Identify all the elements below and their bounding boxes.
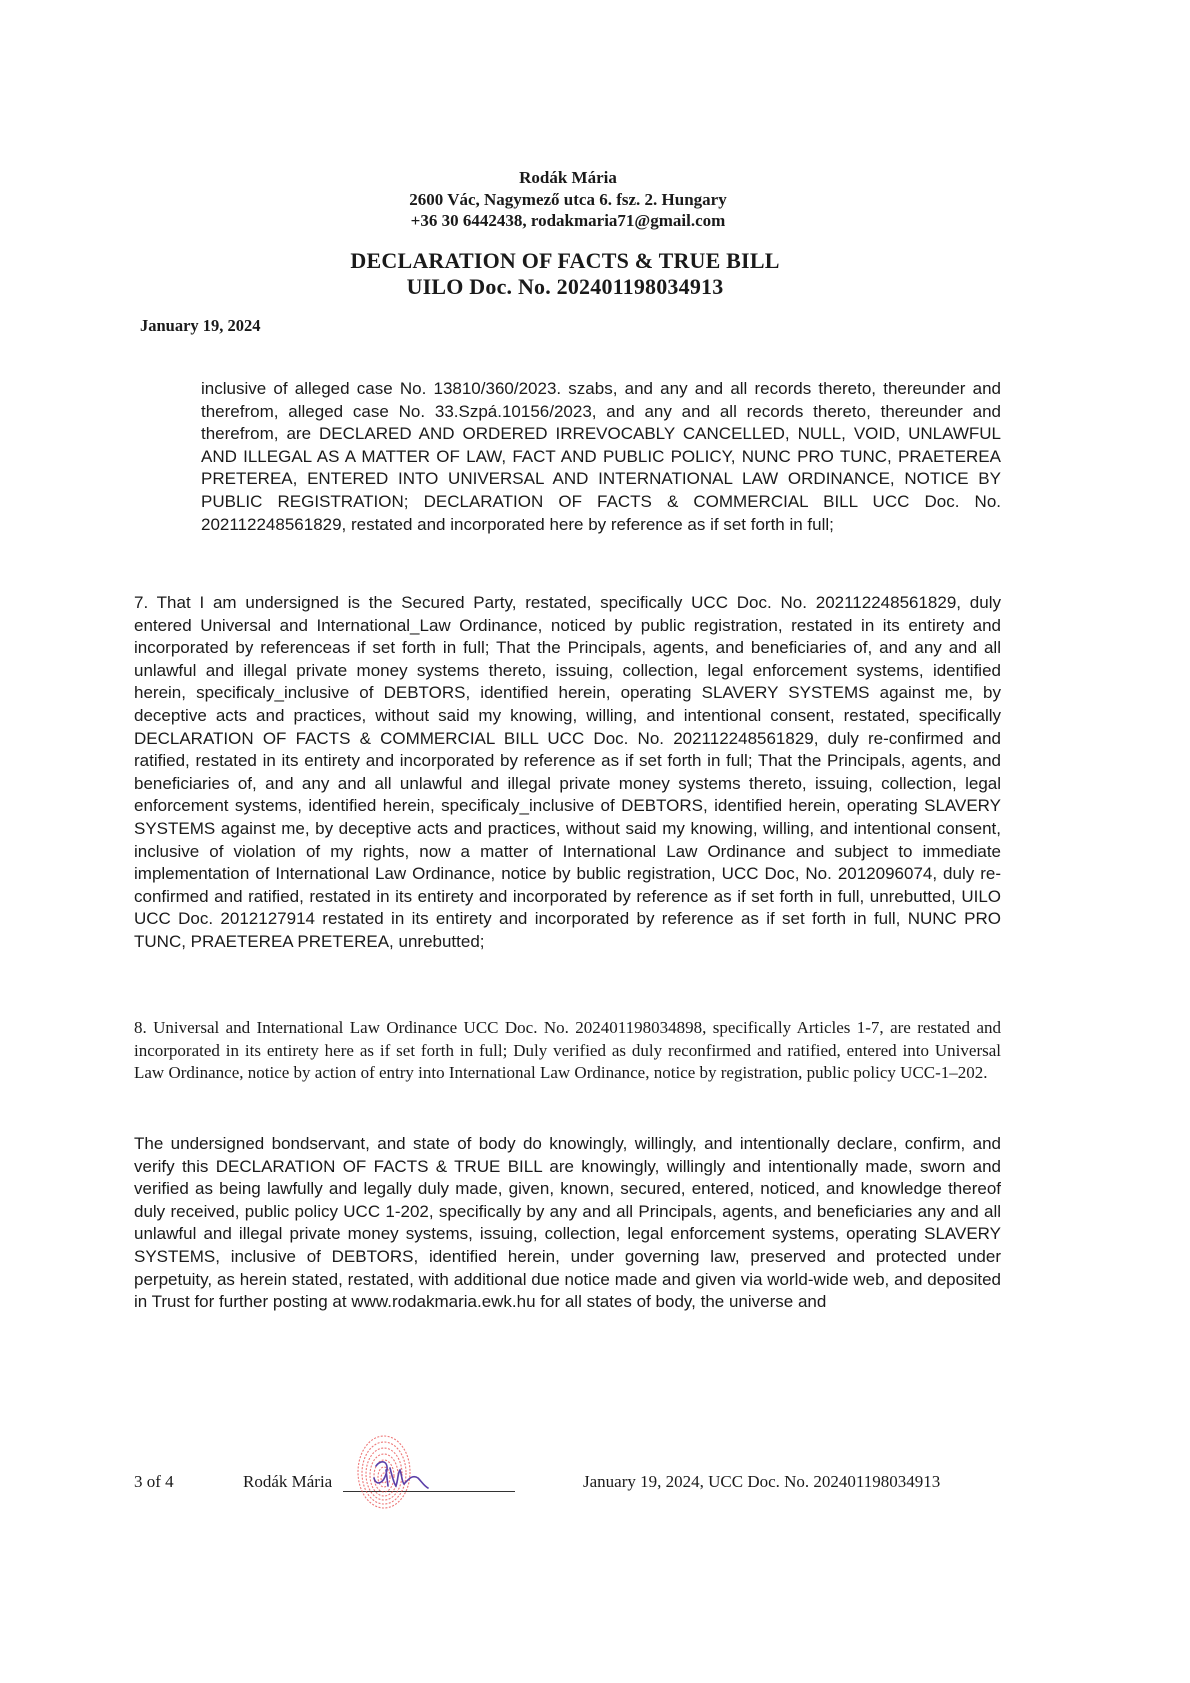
paragraph-item-8: 8. Universal and International Law Ordinance UCC Doc. No. 202401198034898, specifically Articles 1-7, are restated and incorporated in its entirety here as if set forth in full; Duly verified as duly reconfirmed and ratified, entered into Universal Law Ordinance, notice by action of entry into International Law Ordinance, notice by registration, public policy UCC-1–202. — [134, 1018, 1001, 1083]
sender-name: Rodák Mária — [519, 168, 617, 187]
document-date: January 19, 2024 — [140, 316, 261, 335]
sender-address: 2600 Vác, Nagymező utca 6. fsz. 2. Hungary — [409, 189, 727, 209]
document-number: UILO Doc. No. 202401198034913 — [406, 274, 724, 299]
footer-date-doc: January 19, 2024, UCC Doc. No. 202401198034913 — [583, 1472, 941, 1491]
document-title-block — [300, 248, 830, 300]
paragraph-continuation: inclusive of alleged case No. 13810/360/2023. szabs, and any and all records thereto, thereunder and therefrom, alleged case No. 33.Szpá.10156/2023, and any and all records thereto, thereunder and therefrom, are DECLARED AND ORDERED IRREVOCABLY CANCELLED, NULL, VOID, UNLAWFUL AND ILLEGAL AS A MATTER OF LAW, FACT AND PUBLIC POLICY, NUNC PRO TUNC, PRAETEREA PRETEREA, ENTERED INTO UNIVERSAL AND INTERNATIONAL LAW ORDINANCE, NOTICE BY PUBLIC REGISTRATION; DECLARATION OF FACTS & COMMERCIAL BILL UCC Doc. No. 202112248561829, restated and incorporated here by reference as if set forth in full; — [201, 379, 1001, 534]
signature-icon — [368, 1456, 430, 1492]
sender-contact: +36 30 6442438, rodakmaria71@gmail.com — [410, 211, 726, 230]
paragraph-item-7: 7. That I am undersigned is the Secured Party, restated, specifically UCC Doc. No. 202112248561829, duly entered Universal and International_Law Ordinance, noticed by public registration, restated in its entirety and incorporated by referenceas if set forth in full; That the Principals, agents, and beneficiaries of, and any and all unlawful and illegal private money systems thereto, issuing, collection, legal enforcement systems, identified herein, specificaly_inclusive of DEBTORS, identified herein, operating SLAVERY SYSTEMS against me, by deceptive acts and practices, without said my knowing, willing, and intentional consent, restated, specifically DECLARATION OF FACTS & COMMERCIAL BILL UCC Doc. No. 202112248561829, duly re-confirmed and ratified, restated in its entirety and incorporated by reference as if set forth in full; That the Principals, agents, and beneficiaries of, and any and all unlawful and illegal private money systems thereto, issuing, collection, legal enforcement systems, identified herein, specificaly_inclusive of DEBTORS, identified herein, operating SLAVERY SYSTEMS against me, by deceptive acts and practices, without said my knowing, willing, and intentional consent, inclusive of violation of my rights, now a matter of International Law Ordinance and subject to immediate implementation of International Law Ordinance, notice by bublic registration, UCC Doc, No. 2012096074, duly re-confirmed and ratified, restated in its entirety and incorporated by reference as if set forth in full, unrebutted, UILO UCC Doc. 2012127914 restated in its entirety and incorporated by reference as if set forth in full, NUNC PRO TUNC, PRAETEREA PRETEREA, unrebutted; — [134, 593, 1001, 951]
signer-name: Rodák Mária — [243, 1472, 333, 1491]
letterhead — [338, 167, 798, 232]
paragraph-closing: The undersigned bondservant, and state of body do knowingly, willingly, and intentionally declare, confirm, and verify this DECLARATION OF FACTS & TRUE BILL are knowingly, willingly and intentionally made, sworn and verified as being lawfully and legally duly made, given, known, secured, entered, noticed, and knowledge thereof duly received, public policy UCC 1-202, specifically by any and all Principals, agents, and beneficiaries any and all unlawful and illegal private money systems, issuing, collection, legal enforcement systems, operating SLAVERY SYSTEMS, inclusive of DEBTORS, identified herein, under governing law, preserved and protected under perpetuity, as herein stated, restated, with additional due notice made and given via world-wide web, and deposited in Trust for further posting at www.rodakmaria.ewk.hu for all states of body, the universe and — [134, 1134, 1001, 1312]
page-number: 3 of 4 — [134, 1472, 174, 1491]
document-title: DECLARATION OF FACTS & TRUE BILL — [350, 248, 780, 273]
